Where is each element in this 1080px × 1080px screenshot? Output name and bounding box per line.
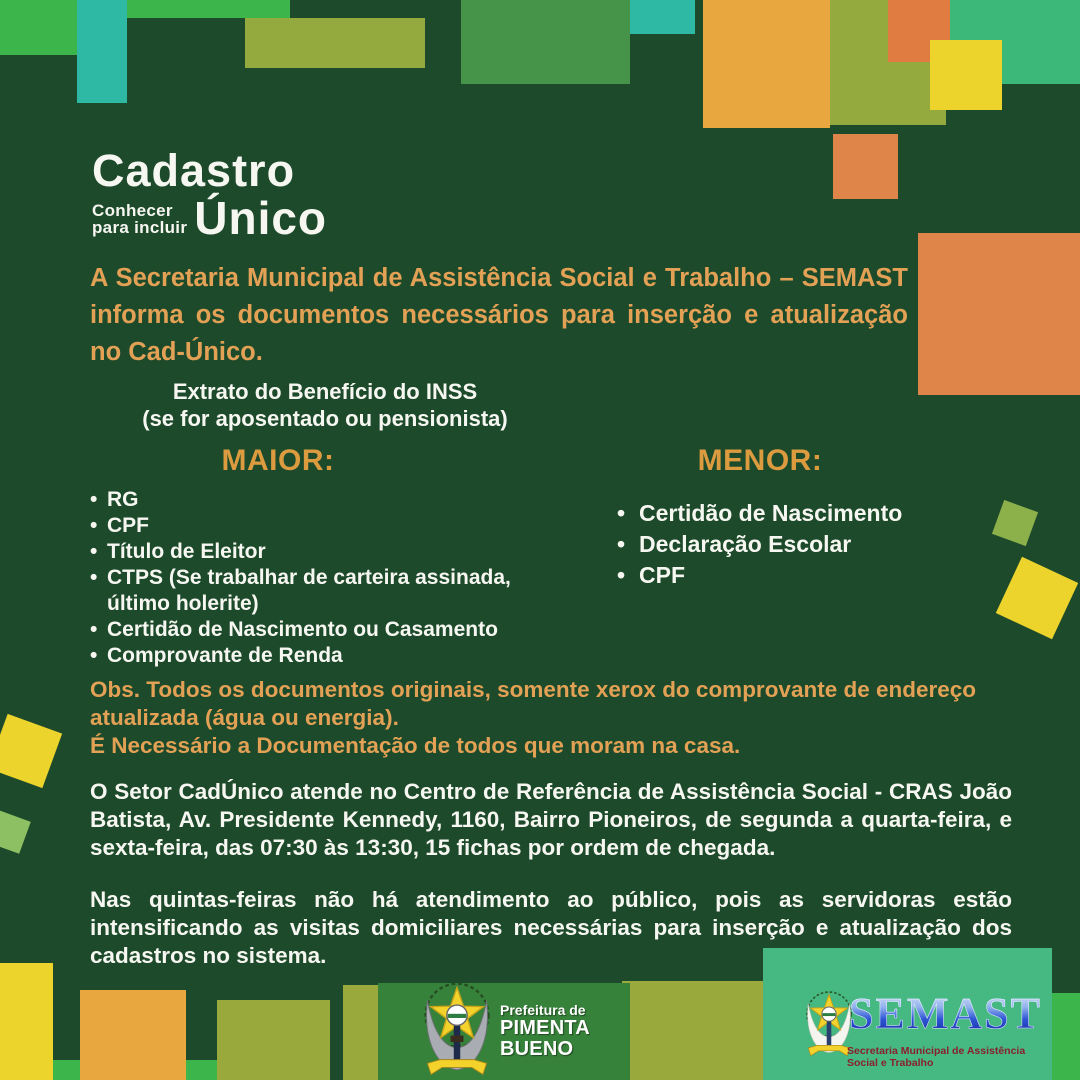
list-item: • Certidão de Nascimento ou Casamento [88,617,558,643]
menor-list [600,498,1030,591]
prefeitura-line1: Prefeitura de [500,1002,586,1018]
deco-rect [833,134,898,199]
list-item: • Certidão de Nascimento [615,498,1030,529]
prefeitura-text [500,1003,630,1060]
list-item: • CPF [615,560,1030,591]
intro-paragraph: A Secretaria Municipal de Assistência Social e Trabalho – SEMAST informa os documentos necessários para inserção e atualização no Cad-Único. [90,264,908,366]
list-item: • CPF [88,513,558,539]
deco-rect [630,0,695,34]
semast-subtitle: Secretaria Municipal de Assistência Social e Trabalho [847,1045,1026,1069]
obs-line1: Obs. Todos os documentos originais, somente xerox do comprovante de endereço atualizada (água ou energia). [90,677,977,730]
maior-list [88,487,558,669]
deco-rect [930,40,1002,110]
semast-name: SEMAST [849,989,1042,1038]
deco-rect [0,0,77,55]
deco-rect [343,985,378,1080]
list-item: • Comprovante de Renda [88,643,558,669]
deco-rect [245,18,425,68]
prefeitura-line2: PIMENTA BUENO [500,1017,590,1060]
prefeitura-coat-of-arms-icon [420,983,494,1080]
list-item: • Declaração Escolar [615,529,1030,560]
list-item: • Título de Eleitor [88,539,558,565]
menor-section [600,444,1030,591]
maior-section [88,444,558,669]
obs-line2: É Necessário a Documentação de todos que moram na casa. [90,733,741,758]
menor-title: MENOR: [697,444,823,477]
list-item: • CTPS (Se trabalhar de carteira assinada, último holerite) [88,565,558,617]
deco-rect [110,0,290,18]
cadastro-unico-logo [92,145,328,244]
logo-word-cadastro: Cadastro [92,145,296,196]
logo-tagline-line1: Conhecer [92,201,173,220]
deco-rect [0,714,62,788]
list-item: • RG [88,487,558,513]
inss-note-line1: Extrato do Benefício do INSS [172,379,478,404]
thursday-info-paragraph: Nas quintas-feiras não há atendimento ao público, pois as servidoras estão intensificando as visitas domiciliares necessárias para inserção e atualização dos cadastros no sistema. [90,887,1012,968]
deco-rect [53,1060,80,1080]
inss-note [90,378,560,432]
deco-rect [77,0,127,103]
logo-tagline-line2: para incluir [92,218,188,237]
deco-rect [80,990,186,1080]
deco-rect [0,810,31,854]
deco-rect [186,1060,217,1080]
inss-note-line2: (se for aposentado ou pensionista) [142,406,508,431]
logo-tagline [92,202,187,240]
deco-rect [0,963,53,1080]
deco-rect [918,233,1080,395]
deco-rect [703,0,830,128]
deco-rect [217,1000,330,1080]
deco-rect [461,0,630,84]
maior-title: MAIOR: [221,444,335,477]
obs-paragraph [90,676,1015,760]
prefeitura-logo [378,983,630,1080]
service-info-paragraph: O Setor CadÚnico atende no Centro de Referência de Assistência Social - CRAS João Batista, Av. Presidente Kennedy, 1160, Bairro Pioneiros, de segunda a quarta-feira, e sexta-feira, das 07:30 às 13:30, 15 fichas por ordem de chegada. [90,779,1012,860]
logo-word-unico: Único [194,192,328,244]
semast-logo [763,948,1052,1080]
